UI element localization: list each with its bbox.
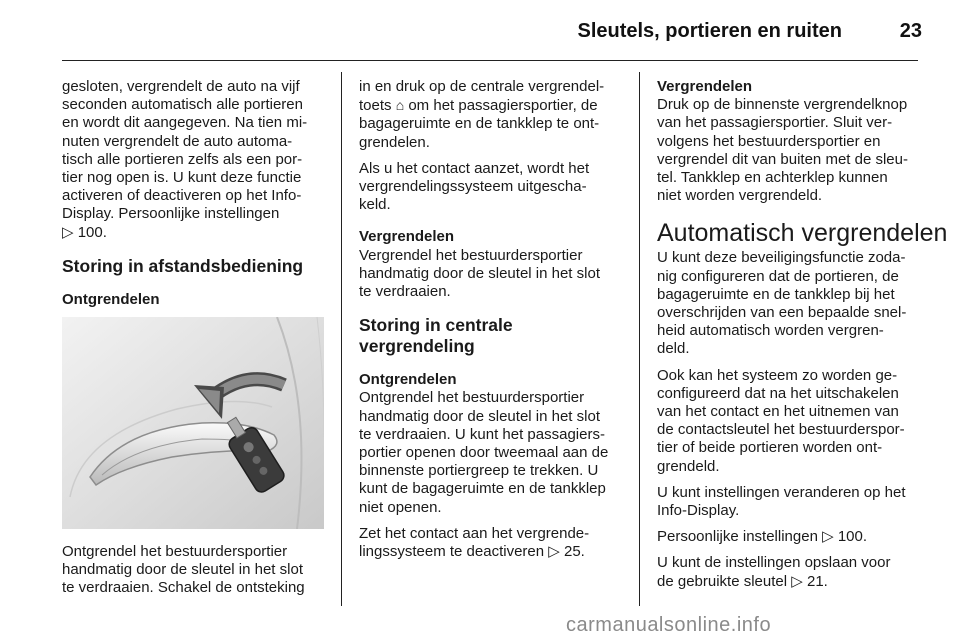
page-ref-link[interactable]: 25. (563, 543, 585, 561)
col2-paragraph-2: Als u het contact aanzet, wordt het vergrendelingssysteem uitgescha- keld. (359, 159, 590, 214)
page-number: 23 (899, 20, 922, 42)
subheading-unlock: Ontgrendelen (62, 290, 160, 308)
section-heading-auto-lock: Automatisch vergrendelen (657, 219, 948, 248)
page-ref-link[interactable]: 100. (837, 528, 868, 546)
header-rule (62, 60, 918, 61)
page-ref-link[interactable]: 100. (77, 223, 107, 241)
caption-paragraph: Ontgrendel het bestuurdersportier handmatig door de sleutel in het slot te verdraaien. Schakel de ontsteking (62, 543, 305, 597)
col2-paragraph-3: Vergrendel het bestuurdersportier handmatig door de sleutel in het slot te verdraaien. (359, 246, 600, 301)
column-2 (359, 78, 627, 569)
section-heading-remote-failure: Storing in afstandsbediening (62, 255, 304, 276)
col2-paragraph-4: Ontgrendel het bestuurdersportier handmatig door de sleutel in het slot te verdraaien. U kunt het passagiers- portier openen door tweemaal aan de binnenste portiergreep te trekken. U kunt de bagageruimte en de tankklep niet openen. (359, 389, 609, 516)
column-divider-1 (341, 72, 342, 606)
intro-paragraph: gesloten, vergrendelt de auto na vijf seconden automatisch alle portieren en wordt dit aangegeven. Na tien mi- nuten vergrendelt de auto automa- tisch alle portieren zelfs als een por- tier nog open is. U kunt deze functie activeren of deactiveren op het Info- Display. Persoonlijke instellingen ▷ 100. (62, 78, 308, 241)
watermark: carmanualsonline.info (566, 614, 772, 636)
subheading-unlock-2: Ontgrendelen (359, 371, 457, 389)
page-ref-arrow-icon: ▷ (548, 543, 560, 561)
column-3 (657, 78, 948, 599)
col3-paragraph-1: Druk op de binnenste vergrendelknop van het passagiersportier. Sluit ver- volgens het bestuurdersportier en vergrendel dit van buiten met de sleu- tel. Tankklep en achterklep kunnen niet worden vergrendeld. (657, 96, 908, 205)
subheading-lock: Vergrendelen (359, 228, 455, 246)
col3-paragraph-6: U kunt de instellingen opslaan voor de gebruikte sleutel ▷ 21. (657, 554, 891, 590)
col2-paragraph-1: in en druk op de centrale vergrendel- toets ⌂ om het passagiersportier, de bagageruimte en de tankklep te ont- grendelen. (359, 78, 605, 151)
col3-paragraph-5: Persoonlijke instellingen ▷ 100. (657, 528, 868, 546)
column-1 (62, 78, 328, 606)
col3-paragraph-3: Ook kan het systeem zo worden ge- configureerd dat na het uitschakelen van het contact en het uitnemen van de contactsleutel het bestuurderspor- tier of beide portieren worden ont- grendeld. (657, 366, 905, 475)
page-header-title: Sleutels, portieren en ruiten (577, 20, 842, 42)
column-divider-2 (639, 72, 640, 606)
page-ref-link[interactable]: 21. (806, 572, 828, 590)
col3-paragraph-2: U kunt deze beveiligingsfunctie zoda- nig configureren dat de portieren, de bagageruimte en de tankklep bij het overschrijden van een bepaalde snel- heid automatisch worden vergren- deld. (657, 249, 907, 358)
door-handle-key-illustration (62, 317, 324, 529)
section-heading-central-locking-failure: Storing in centrale vergrendeling (359, 315, 513, 357)
col3-paragraph-4: U kunt instellingen veranderen op het Info-Display. (657, 483, 906, 520)
subheading-lock-2: Vergrendelen (657, 78, 753, 95)
col2-paragraph-5: Zet het contact aan het vergrende- lingssysteem te deactiveren ▷ 25. (359, 524, 590, 561)
page-ref-arrow-icon: ▷ (62, 223, 74, 241)
page-ref-arrow-icon: ▷ (791, 572, 803, 590)
page-ref-arrow-icon: ▷ (822, 528, 834, 546)
lock-key-icon: ⌂ (395, 97, 405, 114)
